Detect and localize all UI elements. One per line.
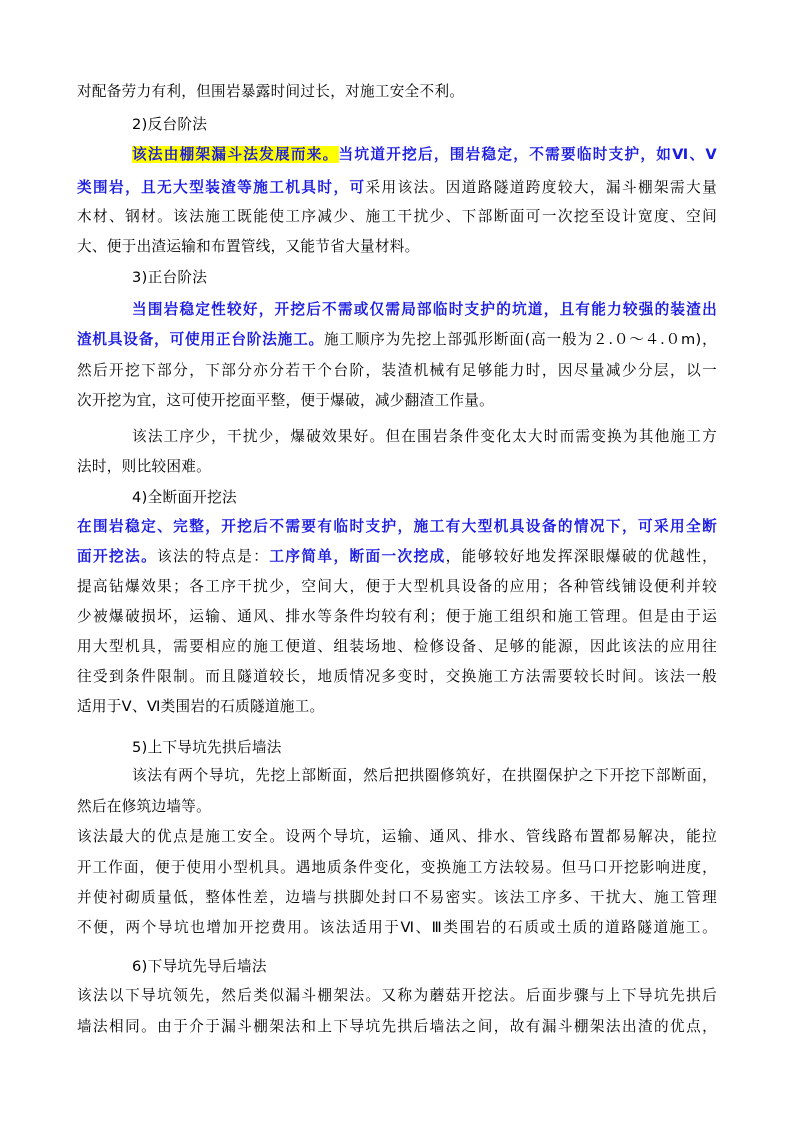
emphasized-text: 面开挖法。 bbox=[77, 548, 158, 565]
text-run: 3)正台阶法 bbox=[132, 269, 208, 286]
text-run: 4)全断面开挖法 bbox=[132, 489, 237, 506]
emphasized-text: 类围岩，且无大型装渣等施工机具时，可 bbox=[77, 179, 366, 196]
paragraph-line bbox=[77, 797, 717, 817]
paragraph-line bbox=[77, 858, 717, 878]
paragraph-line bbox=[77, 637, 717, 657]
paragraph-line bbox=[77, 697, 717, 717]
text-run: 开工作面，便于使用小型机具。遇地质条件变化，变换施工方法较易。但马口开挖影响进度， bbox=[77, 859, 717, 876]
text-run: 2)反台阶法 bbox=[132, 116, 208, 133]
paragraph-line bbox=[77, 667, 717, 687]
text-run: 该法有两个导坑，先挖上部断面，然后把拱圈修筑好，在拱圈保护之下开挖下部断面， bbox=[132, 767, 717, 784]
paragraph-line bbox=[77, 237, 717, 257]
paragraph-line bbox=[77, 827, 717, 847]
text-run: 该法以下导坑领先，然后类似漏斗棚架法。又称为蘑菇开挖法。后面步骤与上下导坑先拱后 bbox=[77, 987, 717, 1004]
paragraph-line bbox=[132, 115, 717, 135]
text-run: 法时，则比较困难。 bbox=[77, 458, 212, 475]
paragraph-line bbox=[77, 517, 717, 537]
paragraph-line bbox=[132, 300, 717, 320]
paragraph-line bbox=[132, 488, 717, 508]
text-run: 该法的特点是： bbox=[157, 548, 270, 565]
text-run: 并使衬砌质量低，整体性差，边墙与拱脚处封口不易密实。该法工序多、干扰大、施工管理 bbox=[77, 889, 717, 906]
paragraph-line bbox=[77, 547, 717, 567]
text-run: 6)下导坑先导后墙法 bbox=[132, 958, 267, 975]
text-run: 不便，两个导坑也增加开挖费用。该法适用于Ⅵ、Ⅲ类围岩的石质或土质的道路隧道施工。 bbox=[77, 919, 717, 936]
text-run: 适用于Ⅴ、Ⅵ类围岩的石质隧道施工。 bbox=[77, 698, 325, 715]
emphasized-text: 工序简单，断面一次挖成 bbox=[269, 548, 446, 565]
emphasized-text: 在围岩稳定、完整，开挖后不需要有临时支护，施工有大型机具设备的情况下，可采用全断 bbox=[77, 518, 717, 535]
text-run: 然后在修筑边墙等。 bbox=[77, 798, 212, 815]
paragraph-line bbox=[77, 178, 717, 198]
text-run: 该法工序少，干扰少，爆破效果好。但在围岩条件变化太大时而需变换为其他施工方 bbox=[132, 428, 717, 445]
paragraph-line bbox=[77, 361, 717, 381]
text-run: 提高钻爆效果；各工序干扰少，空间大，便于大型机具设备的应用；各种管线铺设便利并较 bbox=[77, 578, 717, 595]
paragraph-line bbox=[132, 738, 717, 758]
text-run: ，能够较好地发挥深眼爆破的优越性， bbox=[445, 548, 717, 565]
text-run: 对配备劳力有利，但围岩暴露时间过长，对施工安全不利。 bbox=[77, 83, 465, 100]
emphasized-text: 渣机具设备，可使用正台阶法施工。 bbox=[77, 331, 324, 348]
paragraph-line bbox=[132, 268, 717, 288]
text-run: 往受到条件限制。而且隧道较长，地质情况多变时，交换施工方法需要较长时间。该法一般 bbox=[77, 668, 717, 685]
paragraph-line bbox=[77, 607, 717, 627]
text-run: 然后开挖下部分，下部分亦分若干个台阶，装渣机械有足够能力时，因尽量减少分层，以一 bbox=[77, 362, 717, 379]
paragraph-line bbox=[132, 427, 717, 447]
paragraph-line bbox=[77, 986, 717, 1006]
highlighted-text: 该法由棚架漏斗法发展而来。 bbox=[132, 146, 339, 163]
paragraph-line bbox=[77, 82, 717, 102]
text-run: 大、便于出渣运输和布置管线，又能节省大量材料。 bbox=[77, 238, 420, 255]
text-run: 该法最大的优点是施工安全。设两个导坑，运输、通风、排水、管线路布置都易解决，能拉 bbox=[77, 828, 717, 845]
text-run: 少被爆破损坏，运输、通风、排水等条件均较有利；便于施工组织和施工管理。但是由于运 bbox=[77, 608, 717, 625]
paragraph-line bbox=[132, 766, 717, 786]
paragraph-line bbox=[132, 145, 717, 165]
text-run: 木材、钢材。该法施工既能使工序减少、施工干扰少、下部断面可一次挖至设计宽度、空间 bbox=[77, 208, 717, 225]
paragraph-line bbox=[77, 888, 717, 908]
text-run: 采用该法。因道路隧道跨度较大，漏斗棚架需大量 bbox=[365, 179, 717, 196]
paragraph-line bbox=[132, 957, 717, 977]
text-run: 施工顺序为先挖上部弧形断面(高一般为２.０～４.０m)， bbox=[323, 331, 717, 348]
paragraph-line bbox=[77, 207, 717, 227]
text-run: 用大型机具，需要相应的施工便道、组装场地、检修设备、足够的能源，因此该法的应用往 bbox=[77, 638, 717, 655]
paragraph-line bbox=[77, 577, 717, 597]
text-run: 墙法相同。由于介于漏斗棚架法和上下导坑先拱后墙法之间，故有漏斗棚架法出渣的优点， bbox=[77, 1018, 717, 1035]
text-run: 次开挖为宜，这可使开挖面平整，便于爆破，减少翻渣工作量。 bbox=[77, 392, 495, 409]
emphasized-text: 当围岩稳定性较好，开挖后不需或仅需局部临时支护的坑道，且有能力较强的装渣出 bbox=[132, 301, 717, 318]
paragraph-line bbox=[77, 330, 717, 350]
paragraph-line bbox=[77, 1017, 717, 1037]
paragraph-line bbox=[77, 391, 717, 411]
text-run: 5)上下导坑先拱后墙法 bbox=[132, 739, 282, 756]
paragraph-line bbox=[77, 918, 717, 938]
emphasized-text: 当坑道开挖后，围岩稳定，不需要临时支护，如Ⅵ、Ⅴ bbox=[338, 146, 717, 163]
paragraph-line bbox=[77, 457, 717, 477]
